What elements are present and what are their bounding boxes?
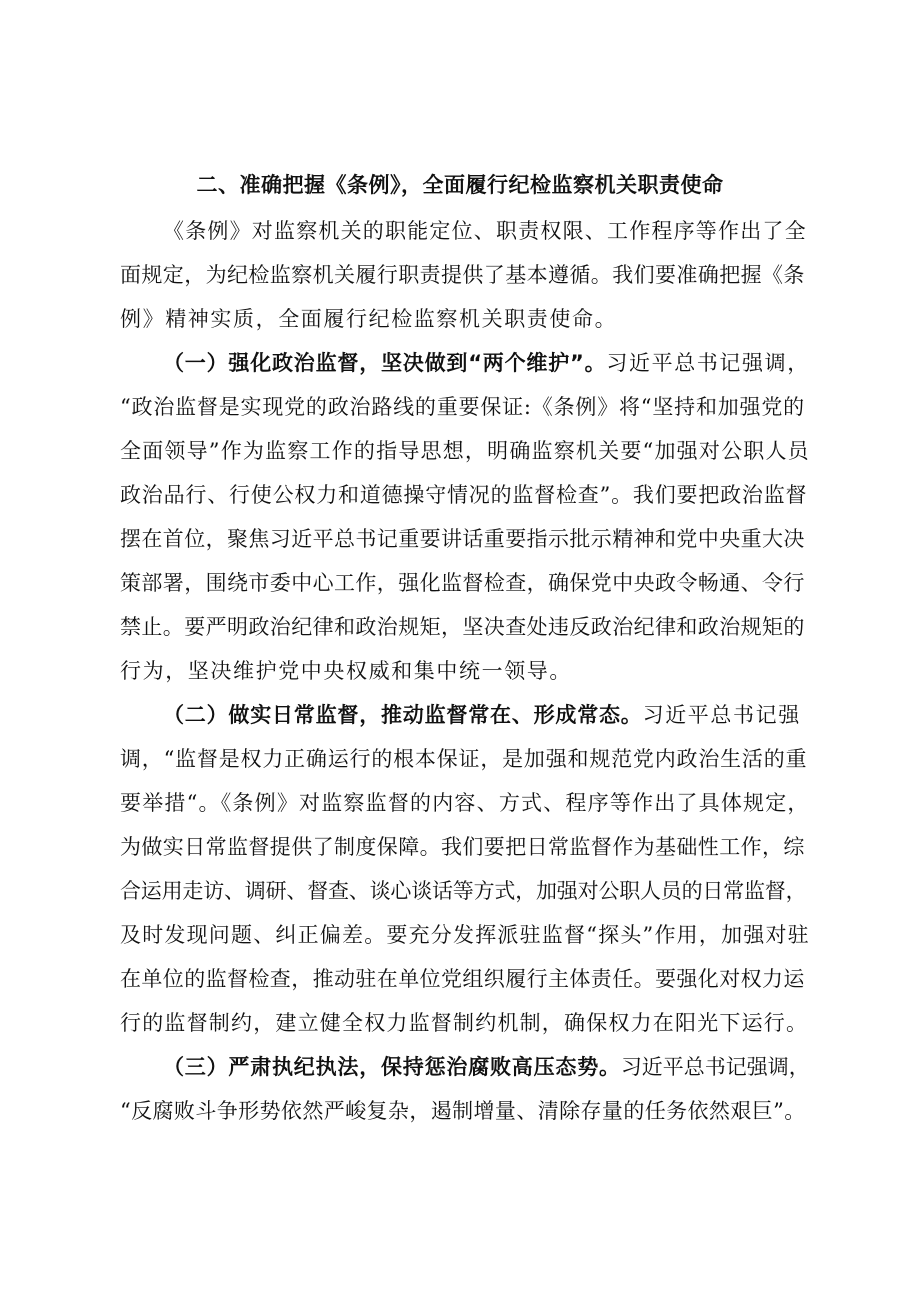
paragraph-line: 在单位的监督检查，推动驻在单位党组织履行主体责任。要强化对权力运 [120,967,805,991]
paragraph-text: 习近平总书记强调， [620,1055,810,1079]
paragraph-line: 面规定，为纪检监察机关履行职责提供了基本遵循。我们要准确把握《条 [120,263,805,287]
paragraph-text: 习近平总书记强调， [606,351,810,375]
paragraph-line: 摆在首位，聚焦习近平总书记重要讲话重要指示批示精神和党中央重大决 [120,527,805,551]
paragraph-lead-heading: （一）强化政治监督，坚决做到“两个维护”。 [163,351,607,375]
paragraph-line: 合运用走访、调研、督查、谈心谈话等方式，加强对公职人员的日常监督， [120,879,807,903]
paragraph-first-line [163,700,810,730]
paragraph-line: 调，“监督是权力正确运行的根本保证，是加强和规范党内政治生活的重 [120,747,808,771]
paragraph-text: 习近平总书记强 [642,703,801,727]
paragraph-line: “政治监督是实现党的政治路线的重要保证:《条例》将“坚持和加强党的 [120,395,805,419]
paragraph-line: 要举措“。《条例》对监察监督的内容、方式、程序等作出了具体规定， [120,791,810,815]
paragraph-line: 全面领导”作为监察工作的指导思想，明确监察机关要“加强对公职人员 [120,439,810,463]
paragraph-line: 例》精神实质，全面履行纪检监察机关职责使命。 [120,307,618,331]
paragraph-line: 及时发现问题、纠正偏差。要充分发挥派驻监督“探头”作用，加强对驻 [120,923,810,947]
paragraph-line: “反腐败斗争形势依然严峻复杂，遏制增量、清除存量的任务依然艰巨”。 [120,1099,806,1123]
paragraph-line: 禁止。要严明政治纪律和政治规矩，坚决查处违反政治纪律和政治规矩的 [120,615,805,639]
paragraph-first-line [163,348,810,378]
paragraph-line: 《条例》对监察机关的职能定位、职责权限、工作程序等作出了全 [163,219,807,243]
paragraph-line: 为做实日常监督提供了制度保障。我们要把日常监督作为基础性工作，综 [120,835,805,859]
paragraph-lead-heading: （三）严肃执纪执法，保持惩治腐败高压态势。 [163,1055,621,1079]
paragraph-first-line [163,1052,810,1082]
paragraph-lead-heading: （二）做实日常监督，推动监督常在、形成常态。 [163,703,643,727]
paragraph-line: 政治品行、行使公权力和道德操守情况的监督检查”。我们要把政治监督 [120,483,808,507]
paragraph-line: 行为，坚决维护党中央权威和集中统一领导。 [120,659,572,683]
section-heading: 二、准确把握《条例》，全面履行纪检监察机关职责使命 [196,172,724,197]
paragraph-line: 行的监督制约，建立健全权力监督制约机制，确保权力在阳光下运行。 [120,1011,809,1035]
paragraph-line: 策部署，围绕市委中心工作，强化监督检查，确保党中央政令畅通、令行 [120,571,805,595]
